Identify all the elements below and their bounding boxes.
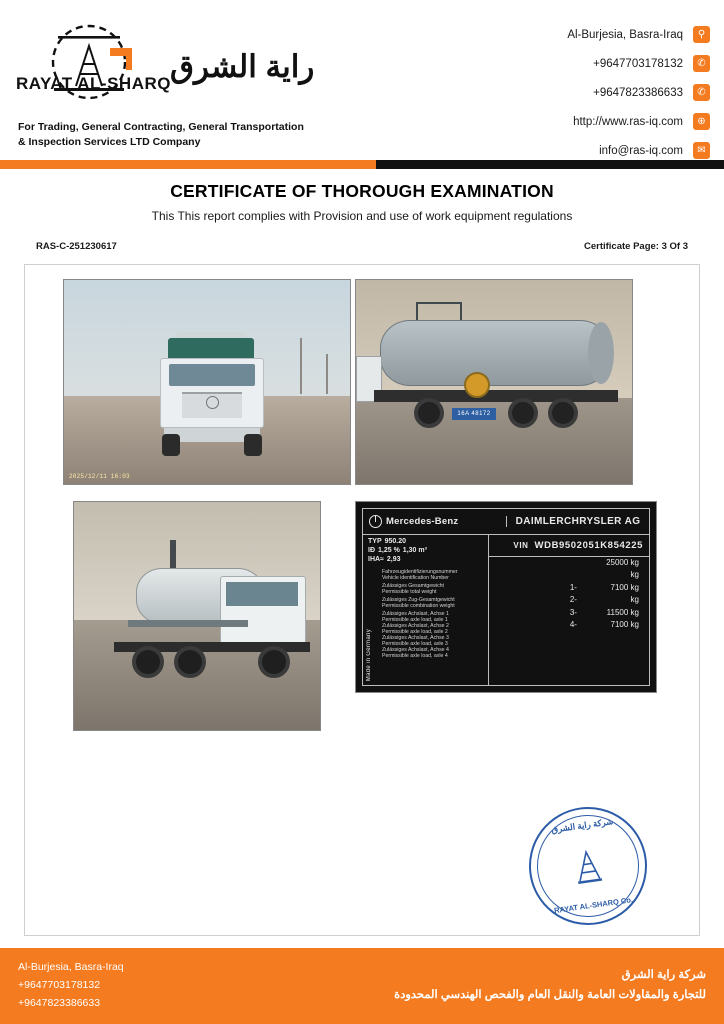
axle-2-value: kg bbox=[630, 595, 639, 605]
photo1-utility-pole bbox=[300, 338, 302, 394]
data-plate-right-column bbox=[489, 535, 649, 685]
document-meta-row bbox=[0, 225, 724, 252]
page-header bbox=[0, 0, 724, 160]
axle1-label-en: Permissible axle load, axle 1 bbox=[382, 617, 448, 624]
page-subtitle: This This report complies with Provision and use of work equipment regulations bbox=[151, 209, 573, 223]
axle-1-number: 1- bbox=[569, 582, 577, 592]
tagline-line-1: For Trading, General Contracting, General Transportation bbox=[18, 121, 304, 133]
combination-weight-row bbox=[489, 569, 649, 581]
photo3-wheel bbox=[258, 646, 290, 678]
total-weight-label-en: Permissible total weight bbox=[382, 589, 437, 596]
contact-row-address bbox=[390, 20, 710, 49]
photo-evidence-panel bbox=[24, 264, 700, 936]
data-plate-iha-row bbox=[368, 556, 488, 565]
photo1-roof-panel bbox=[168, 338, 254, 360]
axle4-label-en: Permissible axle load, axle 4 bbox=[382, 652, 448, 659]
axle2-label-en: Permissible axle load, axle 2 bbox=[382, 628, 448, 635]
photo3-mast bbox=[170, 540, 176, 570]
photo2-license-plate: 16A 48172 bbox=[452, 408, 496, 420]
photo1-windshield bbox=[169, 364, 255, 386]
header-contact-list bbox=[390, 10, 710, 165]
iha-value: 2,93 bbox=[386, 555, 401, 563]
photo2-wheel bbox=[548, 398, 578, 428]
divider-black-segment bbox=[376, 160, 724, 169]
photo3-wheel bbox=[132, 646, 164, 678]
total-weight-value: 25000 kg bbox=[606, 558, 639, 567]
envelope-icon: ✉ bbox=[693, 142, 710, 159]
vin-code-label: VIN bbox=[513, 541, 529, 550]
location-pin-icon: ⚲ bbox=[693, 26, 710, 43]
data-plate bbox=[356, 502, 656, 692]
data-plate-body bbox=[363, 535, 649, 685]
photo-tanker-rear-angle-view bbox=[73, 501, 321, 731]
certificate-page-label: Certificate Page: 3 Of 3 bbox=[583, 241, 688, 252]
axle2-label-de: Zulässiges Achslast, Achse 2 bbox=[382, 623, 449, 629]
footer-contact-block bbox=[18, 959, 124, 1013]
vin-value: WDB9502051K854225 bbox=[534, 540, 643, 551]
vin-row bbox=[489, 535, 649, 557]
axle3-label-en: Permissible axle load, axle 3 bbox=[382, 640, 448, 647]
footer-arabic-line-1: شركة راية الشرق bbox=[621, 969, 706, 982]
axle-4-value: 7100 kg bbox=[610, 619, 639, 629]
photo-tanker-side-view bbox=[355, 279, 633, 485]
data-plate-left-column bbox=[363, 535, 489, 685]
contact-address-text: Al-Burjesia, Basra-Iraq bbox=[567, 28, 683, 41]
axle1-label-de: Zulässiges Achslast, Achse 1 bbox=[382, 611, 449, 618]
page-title: CERTIFICATE OF THOROUGH EXAMINATION bbox=[170, 181, 554, 201]
combination-weight-marker bbox=[567, 569, 577, 581]
iha-label: IHA≈ bbox=[368, 555, 384, 563]
axle-3-number: 3- bbox=[569, 607, 577, 617]
photo-vehicle-data-plate bbox=[355, 501, 657, 693]
stamp-english-text: RAYAT AL-SHARQ Co. bbox=[553, 895, 634, 916]
globe-icon: ⊕ bbox=[693, 113, 710, 130]
photo-grid bbox=[39, 279, 685, 731]
photo1-utility-pole bbox=[326, 354, 328, 394]
tagline-line-2: & Inspection Services LTD Company bbox=[18, 136, 201, 149]
vin-label-en: Vehicle identification Number bbox=[382, 575, 449, 582]
mercedes-star-icon bbox=[369, 515, 382, 528]
footer-address: Al-Burjesia, Basra-Iraq bbox=[18, 961, 124, 974]
certificate-reference: RAS-C-251230617 bbox=[36, 241, 117, 252]
data-plate-ido-row bbox=[368, 547, 488, 556]
photo1-timestamp: 2025/12/11 16:03 bbox=[69, 473, 130, 480]
footer-phone-1: +9647703178132 bbox=[18, 979, 101, 992]
typ-label: TYP bbox=[368, 538, 382, 545]
data-plate-frame bbox=[362, 508, 650, 686]
photo2-wheel bbox=[508, 398, 538, 428]
company-stamp bbox=[521, 799, 654, 932]
photo1-truck bbox=[160, 332, 264, 452]
divider-orange-segment bbox=[0, 160, 376, 169]
axle-4-number: 4- bbox=[569, 619, 577, 629]
logo-row bbox=[14, 16, 364, 116]
photo2-hatch-frame bbox=[416, 302, 462, 322]
ido-label: IÐ bbox=[368, 546, 375, 554]
contact-row-phone-1 bbox=[390, 49, 710, 78]
rig-gear-logo-icon bbox=[14, 18, 171, 114]
header-divider-bar bbox=[0, 160, 724, 169]
data-plate-header bbox=[363, 509, 649, 535]
company-tagline bbox=[14, 120, 364, 150]
footer-phone-2: +9647823386633 bbox=[18, 996, 101, 1009]
photo2-wheel bbox=[414, 398, 444, 428]
made-in-germany-text: Made in Germany bbox=[366, 628, 372, 681]
total-weight-label-de: Zulässiges Gesamtgewicht bbox=[382, 583, 444, 590]
footer-arabic-block bbox=[394, 966, 706, 1005]
axle3-label-de: Zulässiges Achslast, Achse 3 bbox=[382, 634, 449, 641]
photo1-wheel-right bbox=[244, 434, 262, 456]
vin-label-de: Fahrzeugidentifizierungsnummer bbox=[382, 569, 458, 576]
data-plate-manufacturer: DAIMLERCHRYSLER AG bbox=[506, 516, 649, 527]
photo-truck-front-view bbox=[63, 279, 351, 485]
photo3-suction-pipe bbox=[128, 620, 248, 627]
photo2-tank-end-cap bbox=[588, 322, 614, 384]
photo2-chassis bbox=[374, 390, 618, 402]
contact-email-text[interactable]: info@ras-iq.com bbox=[599, 144, 683, 157]
data-plate-brand-text: Mercedes-Benz bbox=[386, 516, 459, 527]
combination-weight-value: kg bbox=[630, 570, 639, 580]
contact-row-website[interactable] bbox=[390, 107, 710, 136]
data-plate-typ-row bbox=[368, 538, 488, 547]
stamp-rig-icon bbox=[565, 843, 610, 888]
photo2-discharge-valve bbox=[464, 372, 490, 398]
total-weight-marker bbox=[567, 557, 577, 569]
data-plate-brand-block bbox=[363, 515, 506, 528]
contact-website-text[interactable]: http://www.ras-iq.com bbox=[573, 115, 683, 128]
photo2-tank-body bbox=[380, 320, 610, 386]
axle-1-row bbox=[489, 582, 649, 594]
axle-2-row bbox=[489, 594, 649, 606]
axle4-label-de: Zulässiges Achslast, Achse 4 bbox=[382, 646, 449, 653]
ido-value: 1,25 % bbox=[378, 546, 400, 554]
photo3-wheel bbox=[174, 646, 206, 678]
telephone-icon: ✆ bbox=[693, 84, 710, 101]
typ-value: 950.20 bbox=[384, 538, 407, 545]
footer-arabic-line-2: للتجارة والمقاولات العامة والنقل العام والفحص الهندسي المحدودة bbox=[394, 989, 706, 1001]
axle-3-row bbox=[489, 607, 649, 619]
mercedes-star-icon bbox=[206, 396, 219, 409]
combination-weight-label-en: Permissible combination weight bbox=[382, 603, 455, 610]
axle-1-value: 7100 kg bbox=[610, 582, 639, 592]
logo-arabic-name: راية الشرق bbox=[170, 48, 315, 84]
total-weight-row bbox=[489, 557, 649, 569]
page-footer bbox=[0, 948, 724, 1024]
contact-phone2-text: +9647823386633 bbox=[593, 86, 683, 99]
axle-3-value: 11500 kg bbox=[606, 607, 639, 617]
telephone-icon: ✆ bbox=[693, 55, 710, 72]
photo1-wheel-left bbox=[162, 434, 180, 456]
contact-phone1-text: +9647703178132 bbox=[593, 57, 683, 70]
combination-weight-label-de: Zulässiges Zug-Gesamtgewicht bbox=[382, 597, 455, 604]
document-title-block bbox=[0, 169, 724, 225]
volume-value: 1,30 m³ bbox=[402, 546, 427, 554]
company-logo-block bbox=[14, 10, 364, 150]
axle-2-number: 2- bbox=[569, 595, 577, 605]
photo3-cab-window bbox=[226, 582, 298, 606]
axle-4-row bbox=[489, 619, 649, 631]
logo-english-name: RAYAT AL-SHARQ bbox=[16, 74, 171, 93]
stamp-arabic-text: شركة راية الشرق bbox=[550, 816, 614, 835]
contact-row-phone-2 bbox=[390, 78, 710, 107]
